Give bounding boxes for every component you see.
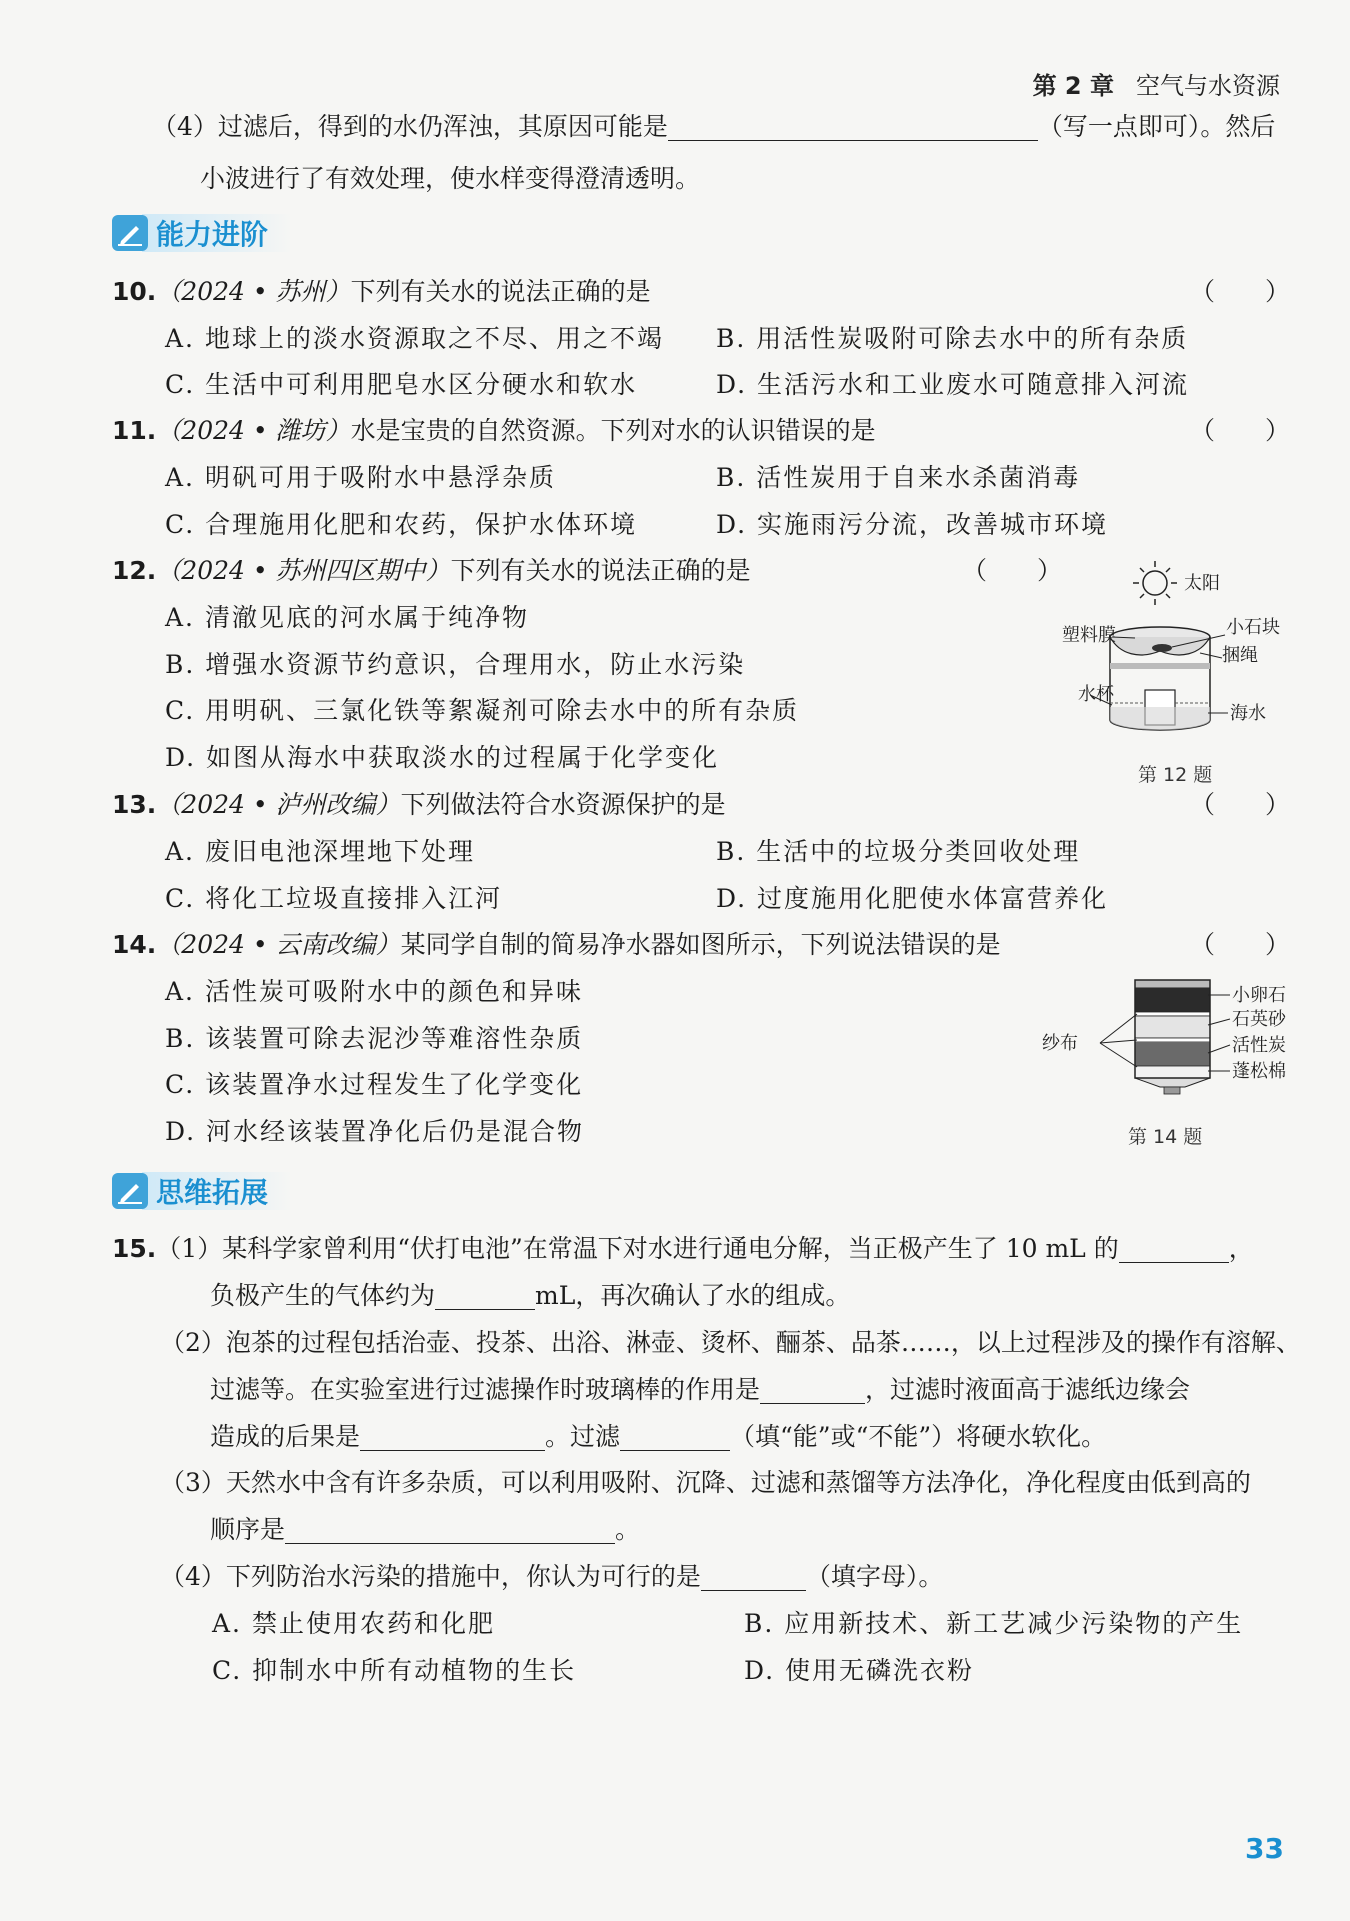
question-source: （2024 • 苏州四区期中）	[156, 556, 451, 585]
q15-text: ，过滤时液面高于滤纸边缘会	[865, 1375, 1191, 1404]
sun-icon	[1133, 561, 1177, 605]
chapter-title: 空气与水资源	[1136, 72, 1280, 100]
container-drawing	[1110, 627, 1210, 730]
option-d: D. 使用无磷洗衣粉	[744, 1656, 975, 1685]
option-a: A. 活性炭可吸附水中的颜色和异味	[165, 977, 583, 1006]
q15-text: 负极产生的气体约为	[210, 1281, 436, 1310]
q15-text: 造成的后果是	[210, 1422, 361, 1451]
answer-blank[interactable]	[285, 1517, 615, 1544]
answer-paren[interactable]: （ ）	[1190, 416, 1291, 445]
pencil-icon	[112, 215, 148, 251]
purifier-drawing	[1135, 980, 1210, 1094]
figure-caption: 第 12 题	[1138, 764, 1213, 786]
question-number: 15.	[112, 1234, 157, 1263]
q15-text: 顺序是	[210, 1515, 286, 1544]
option-a: A. 废旧电池深埋地下处理	[165, 837, 475, 866]
option-d: D. 过度施用化肥使水体富营养化	[716, 884, 1109, 913]
answer-blank[interactable]	[1119, 1236, 1229, 1263]
option-d: D. 实施雨污分流，改善城市环境	[716, 510, 1109, 539]
q11-stem	[112, 414, 876, 448]
question-number: 11.	[112, 416, 157, 445]
question-number: 10.	[112, 277, 157, 306]
q13-stem	[112, 788, 726, 822]
page-number: 33	[1245, 1832, 1284, 1865]
q15-part4-line1	[160, 1560, 943, 1594]
question-stem: 下列有关水的说法正确的是	[450, 556, 751, 585]
water-purifier-figure	[1040, 975, 1300, 1095]
answer-blank[interactable]	[760, 1377, 865, 1404]
answer-blank[interactable]	[435, 1283, 535, 1310]
label-sea: 海水	[1230, 703, 1266, 724]
answer-blank[interactable]	[620, 1424, 730, 1451]
q15-text: （1）某科学家曾利用“伏打电池”在常温下对水进行通电分解，当正极产生了 10 mL 的	[156, 1234, 1119, 1263]
label-cup: 水杯	[1078, 684, 1114, 705]
q4-line-1	[152, 110, 1275, 144]
option-d: D. 如图从海水中获取淡水的过程属于化学变化	[165, 743, 720, 772]
chapter-number: 第 2 章	[1032, 72, 1114, 100]
answer-paren[interactable]: （ ）	[1190, 930, 1291, 959]
question-source: （2024 • 苏州）	[156, 277, 351, 306]
q15-part3-line2	[210, 1513, 640, 1547]
label-sun: 太阳	[1184, 573, 1220, 594]
option-b: B. 该装置可除去泥沙等难溶性杂质	[165, 1024, 584, 1053]
solar-still-figure	[1050, 555, 1300, 760]
option-c: C. 将化工垃圾直接排入江河	[165, 884, 503, 913]
q15-part3-line1: （3）天然水中含有许多杂质，可以利用吸附、沉降、过滤和蒸馏等方法净化，净化程度由低到高的	[160, 1468, 1251, 1497]
option-a: A. 清澈见底的河水属于纯净物	[165, 603, 529, 632]
label-carbon: 活性炭	[1232, 1035, 1286, 1056]
question-stem: 水是宝贵的自然资源。下列对水的认识错误的是	[350, 416, 876, 445]
question-source: （2024 • 云南改编）	[156, 930, 401, 959]
question-number: 14.	[112, 930, 157, 959]
option-a: A. 地球上的淡水资源取之不尽、用之不竭	[165, 324, 664, 353]
question-stem: 下列做法符合水资源保护的是	[400, 790, 726, 819]
label-pebble: 小卵石	[1232, 985, 1286, 1006]
section-header-ability	[112, 210, 268, 256]
label-cotton: 蓬松棉	[1232, 1061, 1286, 1082]
q15-text: （填“能”或“不能”）将硬水软化。	[730, 1422, 1107, 1451]
label-film: 塑料膜	[1062, 625, 1116, 646]
q15-text: （4）下列防治水污染的措施中，你认为可行的是	[160, 1562, 701, 1591]
q15-text: 。	[615, 1515, 641, 1544]
option-c: C. 抑制水中所有动植物的生长	[212, 1656, 577, 1685]
q12-stem	[112, 554, 751, 588]
q15-part2-line3	[210, 1420, 1106, 1454]
figure-caption: 第 14 题	[1128, 1126, 1203, 1148]
option-d: D. 河水经该装置净化后仍是混合物	[165, 1117, 585, 1146]
q15-part2-line1: （2）泡茶的过程包括治壶、投茶、出浴、淋壶、烫杯、酾茶、品茶……，以上过程涉及的操作有溶解、	[160, 1328, 1301, 1357]
section-title: 能力进阶	[156, 218, 269, 251]
question-source: （2024 • 潍坊）	[156, 416, 351, 445]
answer-blank[interactable]	[360, 1424, 545, 1451]
q15-part1-line1	[112, 1232, 1254, 1266]
option-b: B. 应用新技术、新工艺减少污染物的产生	[744, 1609, 1244, 1638]
q14-stem	[112, 928, 1001, 962]
label-rope: 捆绳	[1222, 645, 1258, 666]
q4-text-b: （写一点即可）。然后	[1037, 112, 1276, 141]
q15-text: ，	[1228, 1234, 1254, 1263]
option-b: B. 生活中的垃圾分类回收处理	[716, 837, 1081, 866]
answer-paren[interactable]: （ ）	[1190, 790, 1291, 819]
q4-text-a: （4）过滤后，得到的水仍浑浊，其原因可能是	[152, 112, 668, 141]
option-b: B. 用活性炭吸附可除去水中的所有杂质	[716, 324, 1189, 353]
section-title: 思维拓展	[156, 1176, 269, 1209]
q15-text: （填字母）。	[805, 1562, 944, 1591]
option-a: A. 明矾可用于吸附水中悬浮杂质	[165, 463, 556, 492]
label-stone: 小石块	[1226, 617, 1280, 638]
question-number: 13.	[112, 790, 157, 819]
pencil-icon	[112, 1173, 148, 1209]
answer-paren[interactable]: （ ）	[962, 556, 1063, 585]
q15-text: 过滤等。在实验室进行过滤操作时玻璃棒的作用是	[210, 1375, 761, 1404]
option-b: B. 活性炭用于自来水杀菌消毒	[716, 463, 1081, 492]
option-b: B. 增强水资源节约意识，合理用水，防止水污染	[165, 650, 746, 679]
option-c: C. 该装置净水过程发生了化学变化	[165, 1070, 584, 1099]
q10-stem	[112, 275, 651, 309]
question-stem: 下列有关水的说法正确的是	[350, 277, 651, 306]
q15-text: 。过滤	[545, 1422, 621, 1451]
question-stem: 某同学自制的简易净水器如图所示，下列说法错误的是	[400, 930, 1001, 959]
option-c: C. 生活中可利用肥皂水区分硬水和软水	[165, 370, 638, 399]
option-c: C. 用明矾、三氯化铁等絮凝剂可除去水中的所有杂质	[165, 696, 800, 725]
label-gauze: 纱布	[1042, 1033, 1078, 1054]
answer-blank[interactable]	[701, 1564, 806, 1591]
q15-part2-line2	[210, 1373, 1190, 1407]
q4-line-2: 小波进行了有效处理，使水样变得澄清透明。	[200, 164, 701, 193]
option-d: D. 生活污水和工业废水可随意排入河流	[716, 370, 1190, 399]
question-number: 12.	[112, 556, 157, 585]
option-a: A. 禁止使用农药和化肥	[212, 1609, 495, 1638]
question-source: （2024 • 泸州改编）	[156, 790, 401, 819]
q15-part1-line2	[210, 1279, 850, 1313]
answer-paren[interactable]: （ ）	[1190, 277, 1291, 306]
q15-text: mL，再次确认了水的组成。	[535, 1281, 851, 1310]
option-c: C. 合理施用化肥和农药，保护水体环境	[165, 510, 638, 539]
label-sand: 石英砂	[1232, 1009, 1286, 1030]
answer-blank[interactable]	[668, 114, 1038, 141]
section-header-thinking	[112, 1168, 268, 1214]
page-header	[1033, 66, 1280, 101]
